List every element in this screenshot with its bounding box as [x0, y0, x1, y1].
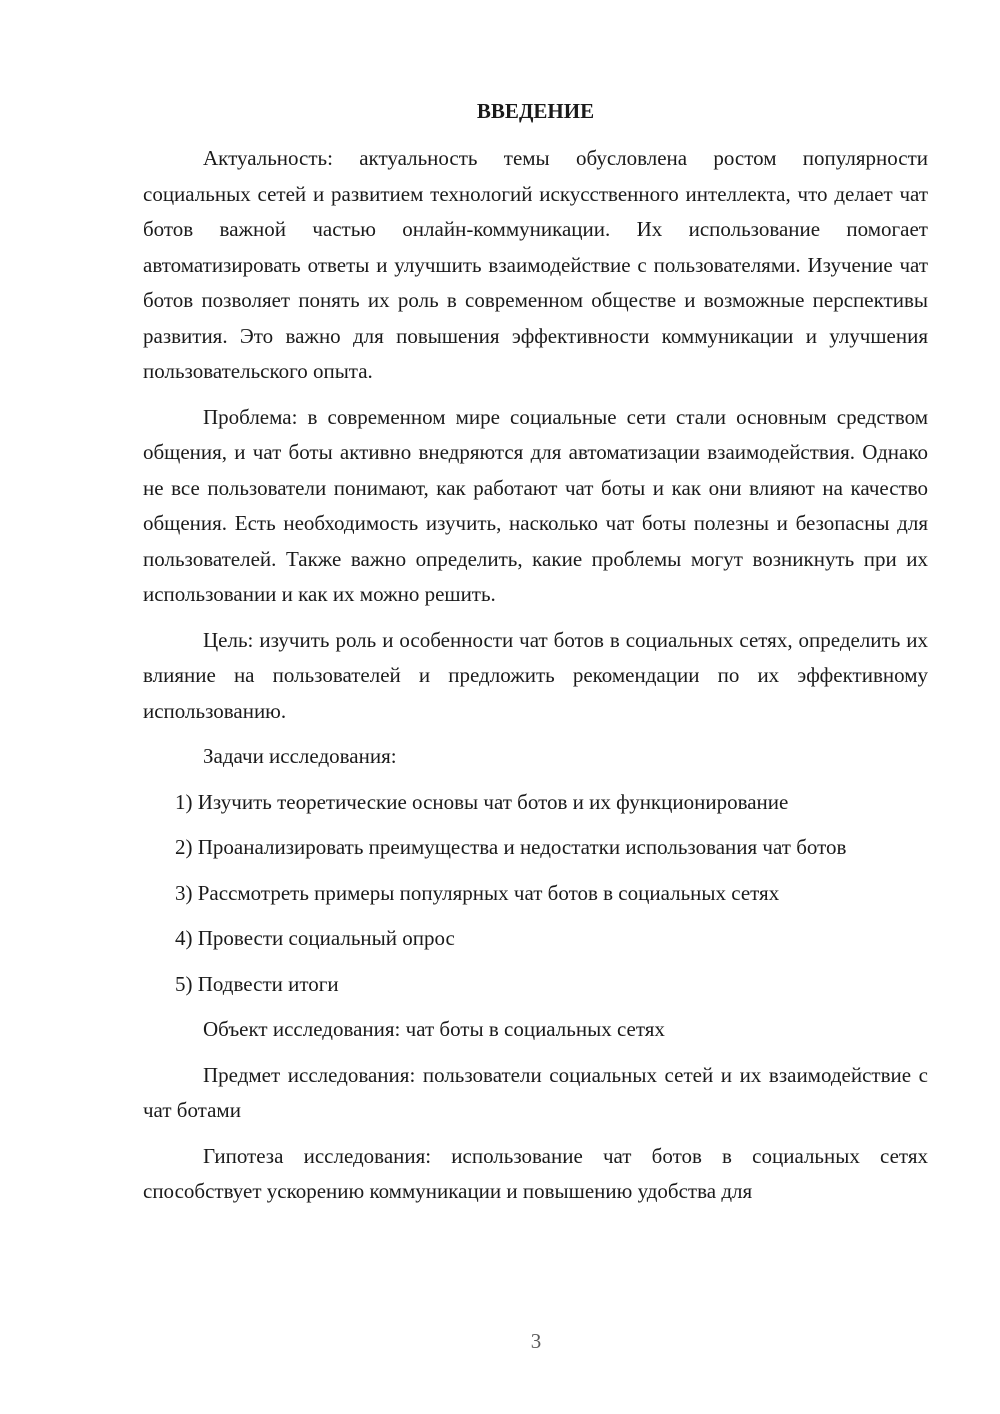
tasks-heading: Задачи исследования:: [203, 744, 397, 768]
task-item-5: 5) Подвести итоги: [175, 971, 339, 996]
page-content: [143, 94, 928, 1220]
paragraph-goal: Цель: изучить роль и особенности чат ботов в социальных сетях, определить их влияние на пользователей и предложить рекомендации по их эффективному использованию.: [143, 627, 928, 723]
task-item-3: 3) Рассмотреть примеры популярных чат ботов в социальных сетях: [175, 880, 780, 905]
task-item-4: 4) Провести социальный опрос: [175, 926, 455, 950]
task-item-2: 2) Проанализировать преимущества и недостатки использования чат ботов: [175, 835, 847, 859]
paragraph-problem: Проблема: в современном мире социальные сети стали основным средством общения, и чат боты активно внедряются для автоматизации взаимодействия. Однако не все пользователи понимают, как работают чат боты и как они влияют на качество общения. Есть необходимость изучить, насколько чат боты полезны и безопасны для пользователей. Также важно определить, какие проблемы могут возникнуть при их использовании и как их можно решить.: [143, 404, 928, 606]
paragraph-subject: Предмет исследования: пользователи социальных сетей и их взаимодействие с чат ботами: [143, 1062, 928, 1122]
task-item-1: 1) Изучить теоретические основы чат ботов и их функционирование: [175, 789, 789, 814]
paragraph-relevance: Актуальность: актуальность темы обусловлена ростом популярности социальных сетей и развитием технологий искусственного интеллекта, что делает чат ботов важной частью онлайн-коммуникации. Их использование помогает автоматизировать ответы и улучшить взаимодействие с пользователями. Изучение чат ботов позволяет понять их роль в современном обществе и возможные перспективы развития. Это важно для повышения эффективности коммуникации и улучшения пользовательского опыта.: [143, 146, 928, 383]
page-number: 3: [530, 1329, 542, 1353]
paragraph-hypothesis: Гипотеза исследования: использование чат ботов в социальных сетях способствует ускорению коммуникации и повышению удобства для: [143, 1143, 928, 1203]
section-heading: ВВЕДЕНИЕ: [476, 99, 595, 123]
paragraph-object: Объект исследования: чат боты в социальных сетях: [203, 1017, 665, 1041]
